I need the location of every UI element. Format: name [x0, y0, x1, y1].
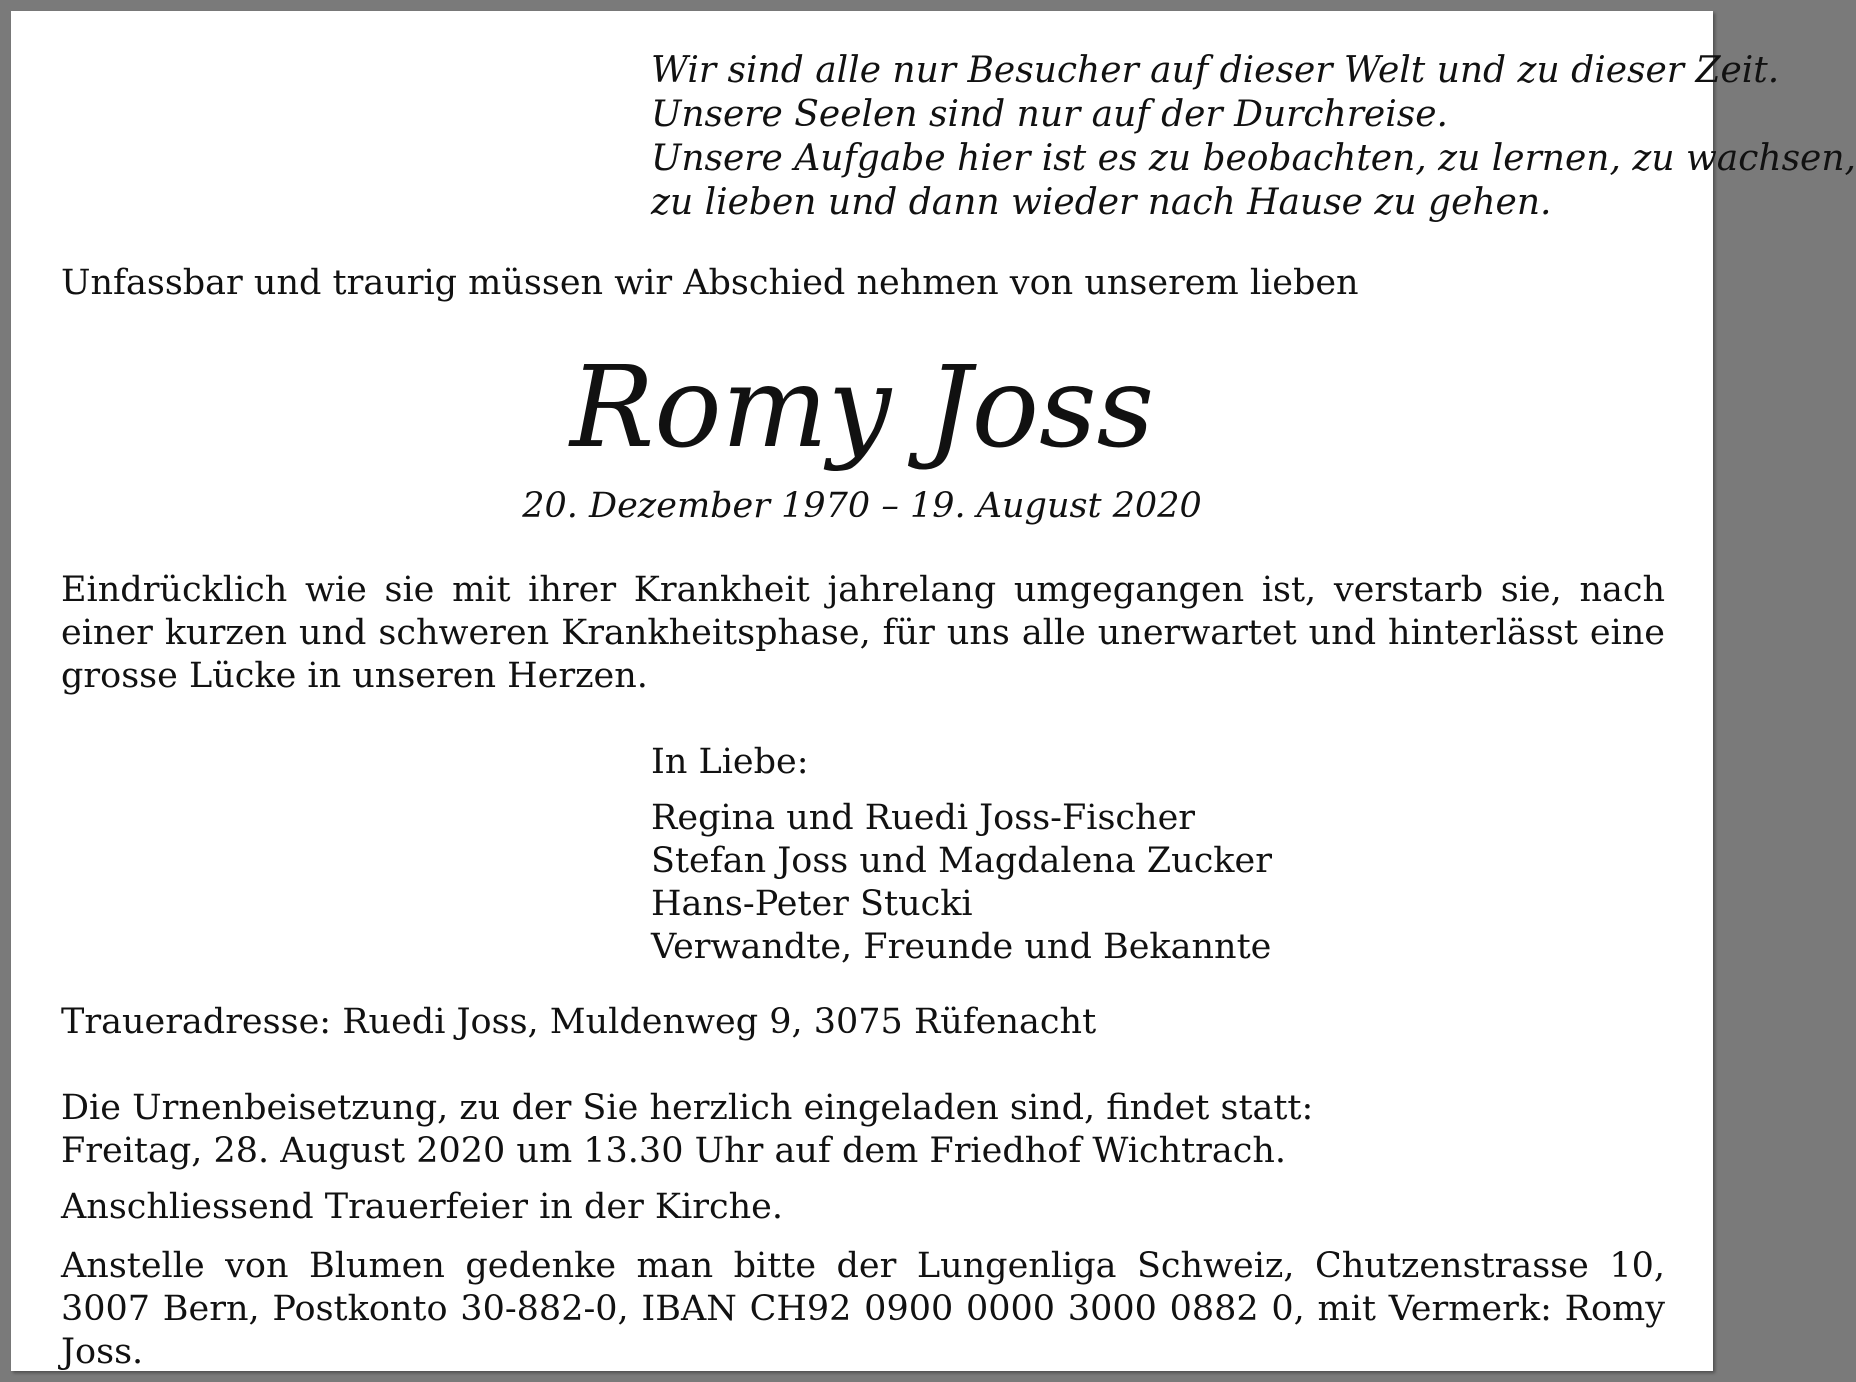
motto-quote: [651, 49, 1856, 225]
signatory: Hans-Peter Stucki: [651, 884, 973, 924]
signatory: Regina und Ruedi Joss-Fischer: [651, 798, 1196, 838]
deceased-name: Romy Joss: [569, 343, 1155, 473]
ceremony-info: [61, 1087, 1313, 1173]
ceremony-line: Die Urnenbeisetzung, zu der Sie herzlich eingeladen sind, findet statt:: [61, 1088, 1314, 1128]
motto-line: Unsere Seelen sind nur auf der Durchreise.: [651, 94, 1448, 135]
donation-info: Anstelle von Blumen gedenke man bitte der Lungenliga Schweiz, Chutzenstrasse 10, 3007 Bern, Postkonto 30-882-0, IBAN CH92 0900 0000 3000 0882 0, mit Vermerk: Romy Joss.: [61, 1246, 1665, 1372]
signoff-block: [651, 741, 1272, 969]
signoff-heading: In Liebe:: [651, 742, 809, 782]
signatory: Verwandte, Freunde und Bekannte: [651, 927, 1272, 967]
obituary-page: [11, 11, 1856, 1372]
intro-text: Unfassbar und traurig müssen wir Abschied nehmen von unserem lieben: [61, 263, 1359, 303]
ceremony-line: Freitag, 28. August 2020 um 13.30 Uhr auf dem Friedhof Wichtrach.: [61, 1131, 1287, 1171]
motto-line: Wir sind alle nur Besucher auf dieser Welt und zu dieser Zeit.: [651, 50, 1780, 91]
reception-info: Anschliessend Trauerfeier in der Kirche.: [61, 1187, 783, 1227]
life-dates: 20. Dezember 1970 – 19. August 2020: [522, 486, 1202, 526]
mourning-address: Traueradresse: Ruedi Joss, Muldenweg 9, 3075 Rüfenacht: [61, 1002, 1097, 1042]
motto-line: Unsere Aufgabe hier ist es zu beobachten, zu lernen, zu wachsen,: [651, 138, 1856, 179]
tribute-paragraph: Eindrücklich wie sie mit ihrer Krankheit jahrelang umgegangen ist, verstarb sie, nach einer kurzen und schweren Krankheitsphase, für uns alle unerwartet und hinterlässt eine grosse Lücke in unseren Herzen.: [61, 570, 1665, 696]
motto-line: zu lieben und dann wieder nach Hause zu gehen.: [651, 182, 1552, 223]
signatory: Stefan Joss und Magdalena Zucker: [651, 841, 1272, 881]
